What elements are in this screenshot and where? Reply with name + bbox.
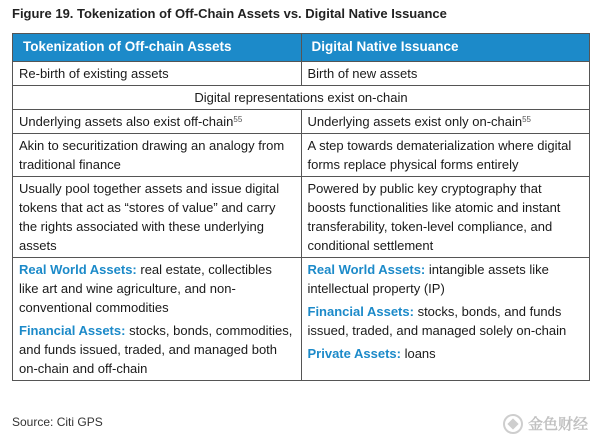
cell-right [301, 110, 590, 134]
watermark-logo-icon [503, 414, 523, 434]
footnote-ref: 55 [522, 115, 532, 124]
asset-entry [19, 321, 295, 378]
cell-left: Usually pool together assets and issue digital tokens that act as “stores of value” and carry the rights associated with these underlying assets [13, 177, 302, 258]
asset-entry [308, 344, 584, 363]
cell-text: Underlying assets exist only on-chain [307, 114, 523, 129]
footnote-ref: 55 [233, 115, 243, 124]
cell-left [13, 258, 302, 381]
cell-right: A step towards dematerialization where digital forms replace physical forms entirely [301, 134, 590, 177]
asset-entry [19, 260, 295, 317]
cell-left [13, 110, 302, 134]
table-row [13, 86, 590, 110]
figure-title: Figure 19. Tokenization of Off-Chain Assets vs. Digital Native Issuance [12, 6, 447, 21]
cell-right: Powered by public key cryptography that boosts functionalities like atomic and instant transferability, token-level compliance, and conditional settlement [301, 177, 590, 258]
asset-label: Financial Assets: [307, 304, 414, 319]
cell-text: Underlying assets also exist off-chain [19, 114, 234, 129]
header-digital-native: Digital Native Issuance [301, 34, 590, 62]
asset-text: stocks, bonds, and funds issued, traded, and managed solely on-chain [307, 304, 567, 338]
watermark [503, 413, 588, 434]
asset-label: Real World Assets: [19, 262, 137, 277]
cell-spanning: Digital representations exist on-chain [13, 86, 590, 110]
cell-left: Akin to securitization drawing an analogy from traditional finance [13, 134, 302, 177]
asset-label: Financial Assets: [19, 323, 126, 338]
header-tokenization: Tokenization of Off-chain Assets [13, 34, 302, 62]
comparison-table [12, 33, 590, 381]
cell-right [301, 258, 590, 381]
asset-label: Real World Assets: [307, 262, 426, 277]
table-row [13, 110, 590, 134]
asset-text: stocks, bonds, commodities, and funds issued, traded, and managed both on-chain and off-chain [19, 323, 293, 376]
watermark-text: 金色财经 [527, 416, 588, 433]
asset-text: intangible assets like intellectual property (IP) [307, 262, 549, 296]
source-note: Source: Citi GPS [12, 415, 103, 429]
asset-entry [308, 260, 584, 298]
table-row [13, 62, 590, 86]
cell-left: Re-birth of existing assets [13, 62, 302, 86]
cell-right: Birth of new assets [301, 62, 590, 86]
asset-label: Private Assets: [307, 346, 401, 361]
asset-text: real estate, collectibles like art and wine agriculture, and non-conventional commodities [19, 262, 272, 315]
asset-text: loans [400, 346, 436, 361]
table-row [13, 177, 590, 258]
header-row [13, 34, 590, 62]
table-row [13, 258, 590, 381]
table-row [13, 134, 590, 177]
asset-entry [308, 302, 584, 340]
